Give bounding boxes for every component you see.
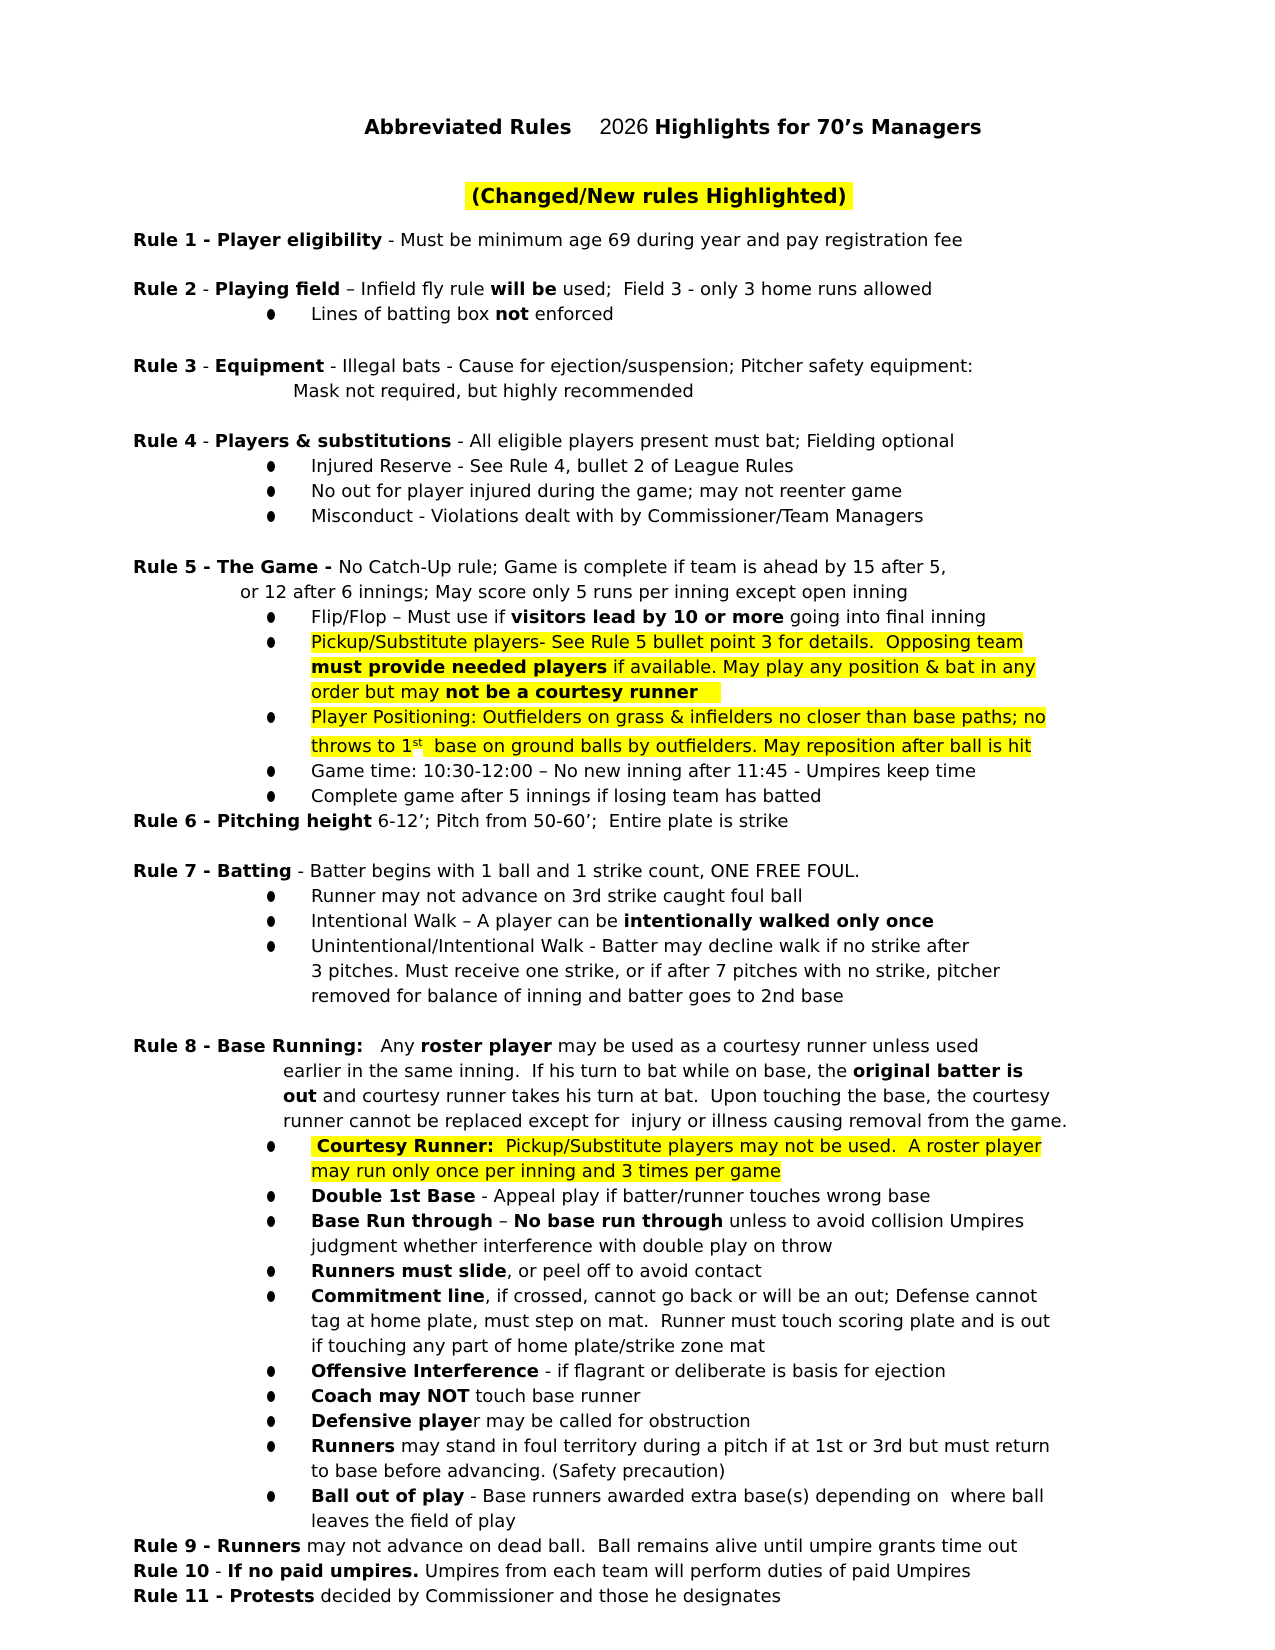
bullet-icon	[267, 511, 275, 522]
text-segment: r may be called for obstruction	[472, 1411, 751, 1432]
text-segment: and courtesy runner takes his turn at bat. Upon touching the base, the courtesy	[316, 1086, 1051, 1107]
text-segment: or 12 after 6 innings; May score only 5 runs per inning except open inning	[240, 582, 908, 603]
text-segment: Rule 3	[133, 356, 197, 377]
text-segment: , if crossed, cannot go back or will be an out; Defense cannot	[484, 1286, 1038, 1307]
rule-11	[133, 1584, 1185, 1609]
text-segment: Game time: 10:30-12:00 – No new inning after 11:45 - Umpires keep time	[311, 761, 977, 782]
text-segment: touch base runner	[469, 1386, 641, 1407]
text-segment: removed for balance of inning and batter goes to 2nd base	[311, 986, 844, 1007]
rule-8	[133, 1034, 1185, 1059]
bullet-line	[133, 1409, 1185, 1434]
text-segment: enforced	[528, 304, 614, 325]
text-segment	[311, 1136, 317, 1157]
text-segment: Rule 10	[133, 1561, 210, 1582]
text-segment: Unintentional/Intentional Walk - Batter may decline walk if no strike after	[311, 936, 969, 957]
bcont-line	[311, 730, 1185, 759]
text-segment: Runner may not advance on 3rd strike caught foul ball	[311, 886, 803, 907]
bullet-line	[133, 1209, 1185, 1234]
text-segment: -	[209, 1561, 228, 1582]
text-segment: 6-12’; Pitch from 50-60’; Entire plate is strike	[371, 811, 789, 832]
bullet-line	[133, 454, 1185, 479]
text-segment: Umpires from each team will perform duties of paid Umpires	[419, 1561, 971, 1582]
text-segment: , or peel off to avoid contact	[506, 1261, 762, 1282]
text-segment: -	[196, 356, 215, 377]
text-segment: Mask not required, but highly recommended	[293, 381, 694, 402]
text-segment: used; Field 3 - only 3 home runs allowed	[556, 279, 933, 300]
text-segment: Any	[363, 1036, 421, 1057]
text-segment: Offensive Interference	[311, 1361, 540, 1382]
bullet-icon	[267, 1191, 275, 1202]
title-text-right: Highlights for 70’s Managers	[654, 115, 982, 139]
text-segment: earlier in the same inning. If his turn to bat while on base, the	[283, 1061, 853, 1082]
text-segment: Rule 1 - Player eligibility	[133, 230, 383, 251]
text-segment: runner cannot be replaced except for injury or illness causing removal from the game.	[283, 1111, 1068, 1132]
text-segment: - Illegal bats - Cause for ejection/suspension; Pitcher safety equipment:	[324, 356, 974, 377]
bullet-line	[133, 784, 1185, 809]
text-segment: - Batter begins with 1 ball and 1 strike count, ONE FREE FOUL.	[291, 861, 861, 882]
text-segment: to base before advancing. (Safety precaution)	[311, 1461, 726, 1482]
bullet-line	[133, 705, 1185, 730]
cont-line	[283, 1084, 1185, 1109]
text-segment: Runners must slide	[311, 1261, 507, 1282]
text-segment: Rule 9 - Runners	[133, 1536, 301, 1557]
text-segment: Misconduct - Violations dealt with by Commissioner/Team Managers	[311, 506, 924, 527]
text-segment: tag at home plate, must step on mat. Runner must touch scoring plate and is out	[311, 1311, 1050, 1332]
rule-1	[133, 228, 1185, 253]
bullet-line	[133, 759, 1185, 784]
text-segment: Intentional Walk – A player can be	[311, 911, 624, 932]
text-segment: - Base runners awarded extra base(s) depending on where ball	[464, 1486, 1044, 1507]
text-segment: Player Positioning: Outfielders on grass & infielders no closer than base paths; no	[311, 707, 1046, 728]
bullet-icon	[267, 1216, 275, 1227]
document-lines	[133, 228, 1185, 1609]
bcont-line	[311, 1509, 1185, 1534]
text-segment: - All eligible players present must bat; Fielding optional	[451, 431, 955, 452]
text-segment: Pickup/Substitute players may not be used. A roster player	[494, 1136, 1042, 1157]
bullet-icon	[267, 1441, 275, 1452]
bullet-icon	[267, 637, 275, 648]
text-segment: -	[196, 279, 215, 300]
text-segment: –	[493, 1211, 514, 1232]
text-segment: original batter is	[852, 1061, 1024, 1082]
bullet-icon	[267, 1366, 275, 1377]
rule-4	[133, 429, 1185, 454]
bullet-line	[133, 1184, 1185, 1209]
text-segment: Rule 5 - The Game -	[133, 557, 339, 578]
bullet-line	[133, 1259, 1185, 1284]
bullet-icon	[267, 891, 275, 902]
bcont-line	[311, 984, 1185, 1009]
bcont-line	[311, 1234, 1185, 1259]
bcont-line	[311, 1309, 1185, 1334]
subtitle-highlighted-text: (Changed/New rules Highlighted)	[465, 182, 852, 210]
bullet-icon	[267, 712, 275, 723]
bullet-icon	[267, 1391, 275, 1402]
rule-7	[133, 859, 1185, 884]
bullet-icon	[267, 916, 275, 927]
text-segment: if available. May play any position & bat in any	[607, 657, 1036, 678]
text-segment: order but may	[311, 682, 446, 703]
text-segment: Rule 11 - Protests	[133, 1586, 315, 1607]
text-segment: not	[495, 304, 529, 325]
rule-10	[133, 1559, 1185, 1584]
cont-line	[283, 1109, 1185, 1134]
text-segment: Rule 6 - Pitching height	[133, 811, 372, 832]
text-segment: intentionally walked only once	[623, 911, 934, 932]
text-segment: st	[412, 736, 423, 749]
text-segment: Base Run through	[311, 1211, 493, 1232]
bcont-line	[311, 959, 1185, 984]
text-segment: Courtesy Runner:	[316, 1136, 495, 1157]
text-segment: No base run through	[513, 1211, 724, 1232]
text-segment: throws to 1	[311, 736, 413, 757]
bullet-line	[133, 909, 1185, 934]
bullet-line	[133, 1359, 1185, 1384]
text-segment: No Catch-Up rule; Game is complete if team is ahead by 15 after 5,	[338, 557, 947, 578]
text-segment: leaves the field of play	[311, 1511, 516, 1532]
bullet-icon	[267, 1491, 275, 1502]
document-title	[133, 89, 1185, 165]
bullet-icon	[267, 1141, 275, 1152]
text-segment: roster player	[420, 1036, 552, 1057]
bullet-icon	[267, 461, 275, 472]
text-segment: Injured Reserve - See Rule 4, bullet 2 of League Rules	[311, 456, 794, 477]
bullet-icon	[267, 1416, 275, 1427]
text-segment: may not advance on dead ball. Ball remains alive until umpire grants time out	[300, 1536, 1018, 1557]
text-segment: If no paid umpires.	[227, 1561, 420, 1582]
bullet-icon	[267, 309, 275, 320]
text-segment: may be used as a courtesy runner unless used	[551, 1036, 979, 1057]
rule-5	[133, 555, 1185, 580]
text-segment: judgment whether interference with double play on throw	[311, 1236, 833, 1257]
bullet-line	[133, 1284, 1185, 1309]
text-segment: must provide needed players	[311, 657, 608, 678]
text-segment: Defensive playe	[311, 1411, 473, 1432]
cont-line	[283, 1059, 1185, 1084]
text-segment: not be a courtesy runner	[445, 682, 698, 703]
rule-3	[133, 354, 1185, 379]
text-segment: may run only once per inning and 3 times per game	[311, 1161, 781, 1182]
bcont-line	[311, 655, 1185, 680]
text-segment: Equipment	[214, 356, 325, 377]
cont-line	[240, 580, 1185, 605]
bullet-icon	[267, 486, 275, 497]
rule-9	[133, 1534, 1185, 1559]
bcont-line	[311, 680, 1185, 705]
text-segment: Lines of batting box	[311, 304, 496, 325]
text-segment: 3 pitches. Must receive one strike, or if after 7 pitches with no strike, pitcher	[311, 961, 1000, 982]
bullet-line	[133, 630, 1185, 655]
bullet-icon	[267, 791, 275, 802]
bullet-line	[133, 884, 1185, 909]
text-segment: Rule 2	[133, 279, 197, 300]
text-segment: unless to avoid collision Umpires	[723, 1211, 1025, 1232]
text-segment: Coach may NOT	[311, 1386, 470, 1407]
text-segment: Complete game after 5 innings if losing team has batted	[311, 786, 822, 807]
bullet-line	[133, 1384, 1185, 1409]
text-segment: Double 1st Base	[311, 1186, 476, 1207]
text-segment: Playing field	[214, 279, 341, 300]
text-segment: Players & substitutions	[214, 431, 452, 452]
text-segment: - if flagrant or deliberate is basis for ejection	[539, 1361, 946, 1382]
bullet-icon	[267, 612, 275, 623]
bullet-icon	[267, 941, 275, 952]
text-segment: may stand in foul territory during a pitch if at 1st or 3rd but must return	[395, 1436, 1050, 1457]
bullet-line	[133, 934, 1185, 959]
bullet-line	[133, 605, 1185, 630]
text-segment: Ball out of play	[311, 1486, 465, 1507]
text-segment: will be	[490, 279, 557, 300]
text-segment: - Appeal play if batter/runner touches wrong base	[475, 1186, 931, 1207]
text-segment: Runners	[311, 1436, 396, 1457]
bullet-icon	[267, 1266, 275, 1277]
bullet-line	[133, 479, 1185, 504]
text-segment: -	[196, 431, 215, 452]
bcont-line	[311, 1334, 1185, 1359]
bullet-line	[133, 1434, 1185, 1459]
bullet-line	[133, 302, 1185, 327]
bullet-icon	[267, 1291, 275, 1302]
text-segment: No out for player injured during the game; may not reenter game	[311, 481, 903, 502]
text-segment: Commitment line	[311, 1286, 485, 1307]
text-segment	[698, 682, 721, 703]
text-segment: Rule 8 - Base Running:	[133, 1036, 364, 1057]
bullet-line	[133, 504, 1185, 529]
title-year: 2026	[599, 114, 649, 139]
text-segment: going into final inning	[784, 607, 987, 628]
rule-6	[133, 809, 1185, 834]
document-subtitle	[133, 184, 1185, 209]
rule-2	[133, 277, 1185, 302]
text-segment: decided by Commissioner and those he designates	[314, 1586, 781, 1607]
text-segment: base on ground balls by outfielders. May reposition after ball is hit	[422, 736, 1032, 757]
text-segment: out	[283, 1086, 317, 1107]
text-segment: Rule 4	[133, 431, 197, 452]
text-segment: if touching any part of home plate/strike zone mat	[311, 1336, 766, 1357]
bullet-icon	[267, 766, 275, 777]
text-segment: visitors lead by 10 or more	[510, 607, 785, 628]
bullet-line	[133, 1134, 1185, 1159]
title-text-left: Abbreviated Rules	[364, 115, 572, 139]
text-segment: Flip/Flop – Must use if	[311, 607, 511, 628]
text-segment: - Must be minimum age 69 during year and pay registration fee	[382, 230, 963, 251]
text-segment: – Infield fly rule	[340, 279, 491, 300]
text-segment: Rule 7 - Batting	[133, 861, 292, 882]
bullet-line	[133, 1484, 1185, 1509]
cont-line	[293, 379, 1185, 404]
bcont-line	[311, 1159, 1185, 1184]
text-segment: Pickup/Substitute players- See Rule 5 bullet point 3 for details. Opposing team	[311, 632, 1024, 653]
bcont-line	[311, 1459, 1185, 1484]
